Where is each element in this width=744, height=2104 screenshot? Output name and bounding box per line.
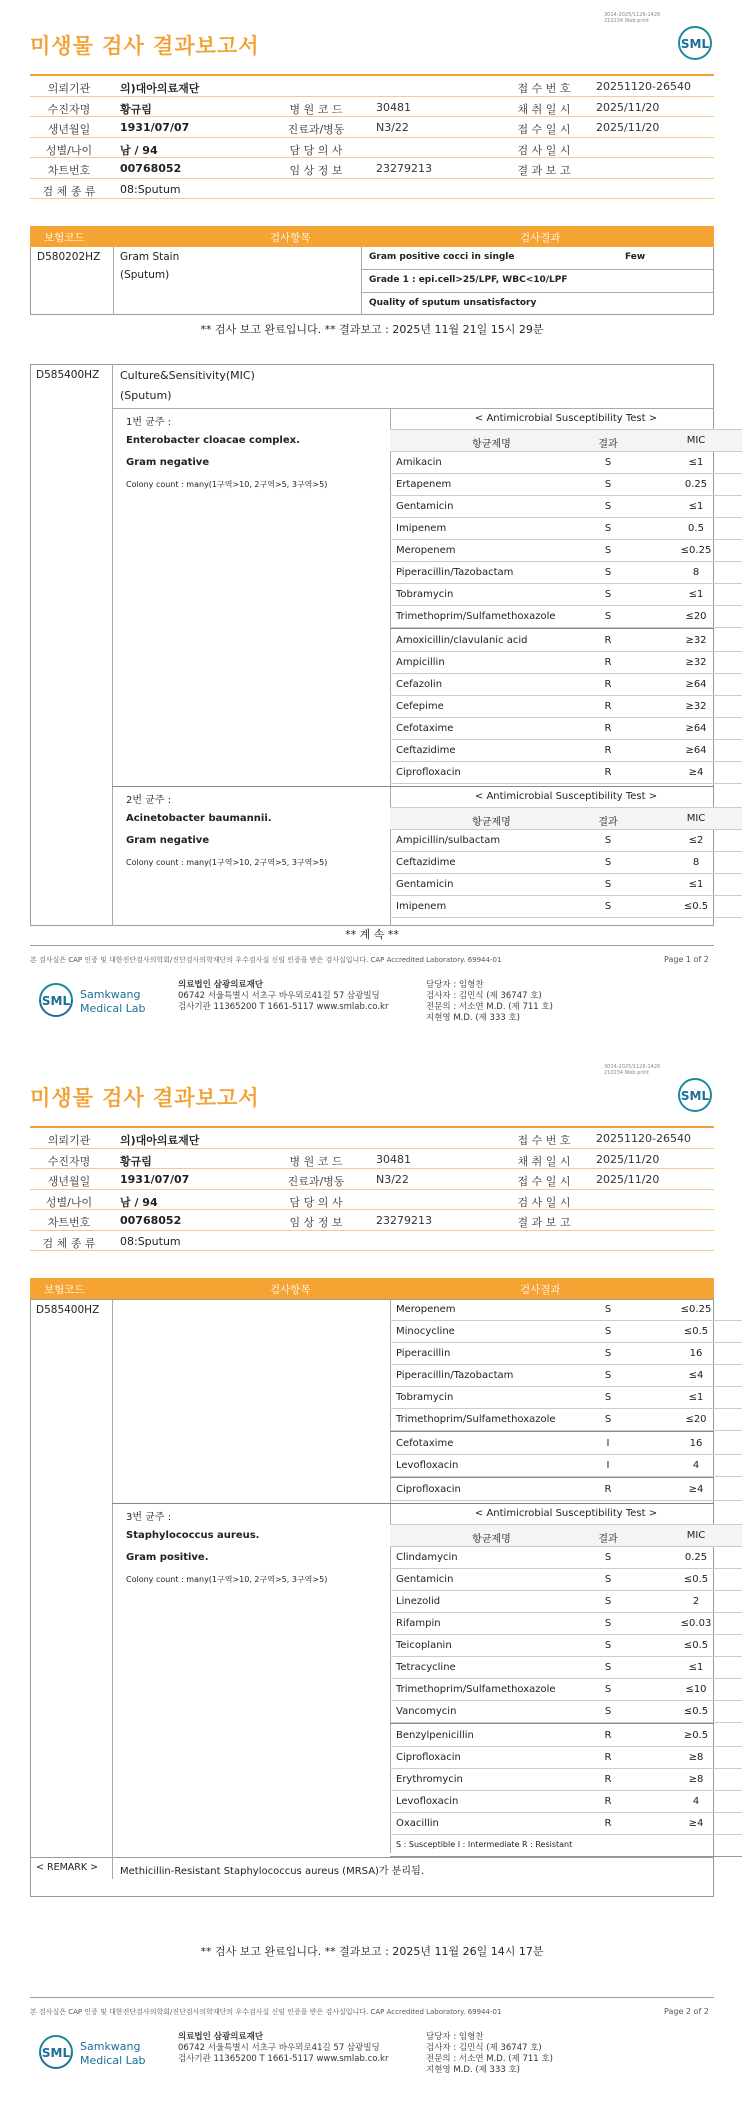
signatories: 담당자 : 임형찬 검사자 : 김민식 (제 36747 호) 전문의 : 서소연 M.D. (제 711 호) 지현영 M.D. (제 333 호) [426,2032,553,2075]
mic-value: ≥4 [688,767,704,778]
mic-value: ≤1 [688,457,704,468]
ast-row [390,1409,742,1431]
header-value: 00768052 [120,162,182,175]
organism-name: Enterobacter cloacae complex. [126,435,300,446]
mic-value: ≤1 [688,879,704,890]
ast-row [390,1547,742,1569]
ast-result: S [604,1326,612,1337]
mic-value: 8 [692,857,700,868]
header-value: 20251120-26540 [596,1132,691,1145]
ast-result: S [604,479,612,490]
ast-result: S [604,857,612,868]
antibiotic-name: Cefazolin [396,679,443,690]
mic-value: ≥8 [688,1774,704,1785]
culture-code: D585400HZ [36,369,100,381]
ast-result: R [604,1818,612,1829]
svg-text:Medical Lab: Medical Lab [80,1002,146,1015]
ast-row [390,452,742,474]
ast-row [390,518,742,540]
header-label: 검 사 일 시 [517,143,571,157]
culture-section-2-header [30,1278,714,1299]
ast-row [390,1813,742,1835]
ast-result: I [606,1438,610,1449]
continued-label: ** 계 속 ** [345,928,399,941]
mic-value: ≤20 [685,611,707,622]
header-label: 진료과/병동 [287,123,345,136]
header-value: N3/22 [376,1173,409,1186]
organism-number: 2번 균주 : [126,795,172,806]
antibiotic-name: Imipenem [396,901,447,912]
ast-column-header: 항균제명 결과 MIC [390,1525,742,1547]
header-value: N3/22 [376,121,409,134]
samkwang-logo-icon [36,980,146,1020]
antibiotic-name: Oxacillin [396,1818,439,1829]
svg-text:SML: SML [41,2046,71,2060]
header-value: 30481 [376,100,411,114]
mic-value: ≥4 [688,1818,704,1829]
antibiotic-name: Amoxicillin/clavulanic acid [396,635,528,646]
ast-row [390,630,742,652]
antibiotic-name: Gentamicin [396,1574,454,1585]
ast-result: S [604,1706,612,1717]
patient-header [30,74,714,199]
mic-value: ≥32 [685,657,707,668]
ast-result: R [604,1774,612,1785]
svg-text:SML: SML [41,994,71,1008]
ast-row [390,1769,742,1791]
ast-result: S [604,567,612,578]
sml-logo-icon [676,1076,714,1114]
ast-legend: S : Susceptible I : Intermediate R : Resistant [390,1835,742,1857]
header-value: 2025/11/20 [596,121,660,134]
ast-row [390,1613,742,1635]
header-value: 남 / 94 [120,143,158,157]
ast-result: R [604,723,612,734]
mic-value: 4 [692,1460,700,1471]
mic-value: ≥64 [685,745,707,756]
ast-row [390,540,742,562]
mic-value: ≤1 [688,589,704,600]
mic-value: ≤4 [688,1370,704,1381]
ast-result: S [604,879,612,890]
header-value: 1931/07/07 [120,1173,190,1186]
ast-row [390,584,742,606]
mic-value: ≤1 [688,1662,704,1673]
ast-row [390,852,742,874]
organism-number: 3번 균주 : [126,1512,172,1523]
ast-result: S [604,1552,612,1563]
mic-value: ≤1 [688,501,704,512]
header-row [30,1128,714,1149]
header-row [30,158,714,179]
header-label: 검 체 종 류 [42,1236,96,1250]
mic-value: 0.25 [684,479,708,490]
culture-code: D585400HZ [36,1304,100,1316]
antibiotic-name: Vancomycin [396,1706,457,1717]
cap-footnote: 본 검사실은 CAP 인증 및 대한진단검사의학회/진단검사의학재단의 우수검사실 신임 인증을 받은 검사실입니다. CAP Accredited Laboratory. 69944-01 [30,2008,502,2016]
antibiotic-name: Amikacin [396,457,442,468]
ast-row [390,1679,742,1701]
ast-row [390,1569,742,1591]
mic-value: 0.5 [688,523,704,534]
ast-row [390,1321,742,1343]
ast-row [390,1365,742,1387]
colony-count: Colony count : many(1구역>10, 2구역>5, 3구역>5) [126,480,328,489]
mic-value: 0.25 [684,1552,708,1563]
antibiotic-name: Rifampin [396,1618,441,1629]
antibiotic-name: Erythromycin [396,1774,463,1785]
ast-title-row: < Antimicrobial Susceptibility Test > [390,786,742,808]
mic-value: ≤0.5 [683,1574,709,1585]
organism-gram: Gram positive. [126,1552,209,1563]
header-row [30,97,714,118]
header-label: 진료과/병동 [287,1175,345,1188]
mic-value: 2 [692,1596,700,1607]
ast-result: S [604,1370,612,1381]
remark-text: Methicillin-Resistant Staphylococcus aureus (MRSA)가 분리됨. [120,1866,424,1877]
gram-specimen: (Sputum) [120,269,170,281]
ast-result: R [604,1752,612,1763]
header-label: 임 상 정 보 [289,1216,343,1229]
ast-row [390,496,742,518]
header-row [30,138,714,159]
header-label: 접 수 일 시 [517,123,571,136]
ast-row [390,1725,742,1747]
ast-result: S [604,545,612,556]
antibiotic-name: Benzylpenicillin [396,1730,474,1741]
header-label: 성별/나이 [45,1195,93,1209]
culture-specimen: (Sputum) [120,389,172,402]
header-label: 검 사 일 시 [517,1195,571,1209]
mic-value: ≤1 [688,1392,704,1403]
antibiotic-name: Gentamicin [396,501,454,512]
gram-result-3: Quality of sputum unsatisfactory [369,298,537,308]
ast-row [390,1343,742,1365]
header-label: 검 체 종 류 [42,184,96,198]
cap-footnote: 본 검사실은 CAP 인증 및 대한진단검사의학회/진단검사의학재단의 우수검사실 신임 인증을 받은 검사실입니다. CAP Accredited Laboratory. 69944-01 [30,956,502,964]
ast-row [390,1299,742,1321]
mic-value: ≤0.5 [683,1640,709,1651]
report-title: 미생물 검사 결과보고서 [30,34,260,58]
ast-row [390,762,742,784]
antibiotic-name: Ampicillin [396,657,445,668]
organism-number: 1번 균주 : [126,417,172,428]
ast-row [390,1387,742,1409]
ast-row [390,696,742,718]
header-label: 차트번호 [47,164,91,177]
colony-count: Colony count : many(1구역>10, 2구역>5, 3구역>5) [126,858,328,867]
header-label: 임 상 정 보 [289,164,343,177]
ast-column-header: 항균제명 결과 MIC [390,808,742,830]
header-value: 2025/11/20 [596,1152,660,1166]
mic-value: ≤0.5 [683,901,709,912]
header-label: 의뢰기관 [47,1134,91,1147]
print-meta: 3014-2025/1126-1426 210234 Web print [604,12,661,24]
header-label: 수진자명 [47,1154,91,1168]
ast-result: R [604,635,612,646]
patient-header [30,1126,714,1251]
ast-result: S [604,1348,612,1359]
mic-value: ≥32 [685,635,707,646]
antibiotic-name: Ciprofloxacin [396,767,461,778]
antibiotic-name: Meropenem [396,545,456,556]
header-value: 30481 [376,1152,411,1166]
lab-address: 의료법인 삼광의료재단 06742 서울특별시 서초구 바우뫼로41길 57 삼광빌딩 검사기관 11365200 T 1661-5117 www.smlab.co.kr [178,980,389,1012]
mic-value: ≤0.5 [683,1326,709,1337]
ast-result: S [604,835,612,846]
gram-code: D580202HZ [37,251,101,263]
gram-result-2: Grade 1 : epi.cell>25/LPF, WBC<10/LPF [369,275,568,285]
header-row [30,1210,714,1231]
mic-value: ≥64 [685,679,707,690]
header-value: 남 / 94 [120,1195,158,1209]
header-label: 성별/나이 [45,143,93,157]
header-value: 08:Sputum [120,1234,181,1248]
sml-logo-icon [676,24,714,62]
header-label: 담 당 의 사 [289,143,343,157]
mic-value: ≥8 [688,1752,704,1763]
svg-text:Samkwang: Samkwang [80,2040,141,2053]
report-complete-2: ** 검사 보고 완료입니다. ** 결과보고 : 2025년 11월 26일 14시 17분 [200,1945,544,1958]
remark-label: < REMARK > [36,1862,99,1873]
ast-row [390,606,742,628]
ast-result: S [604,901,612,912]
svg-text:SML: SML [680,1089,710,1103]
ast-result: R [604,701,612,712]
ast-result: S [604,589,612,600]
antibiotic-name: Gentamicin [396,879,454,890]
samkwang-logo-icon [36,2032,146,2072]
header-row [30,76,714,97]
svg-text:SML: SML [680,37,710,51]
ast-result: S [604,1392,612,1403]
report-title: 미생물 검사 결과보고서 [30,1086,260,1110]
header-value: 의)대아의료재단 [120,1134,200,1147]
header-label: 병 원 코 드 [289,1154,343,1168]
organism-gram: Gram negative [126,835,210,846]
antibiotic-name: Trimethoprim/Sulfamethoxazole [396,1414,556,1425]
header-row [30,1149,714,1170]
ast-result: R [604,767,612,778]
ast-row [390,1635,742,1657]
header-label: 담 당 의 사 [289,1195,343,1209]
header-label: 의뢰기관 [47,82,91,95]
antibiotic-name: Tobramycin [396,589,454,600]
ast-result: S [604,1596,612,1607]
gram-stain-section [30,226,714,315]
antibiotic-name: Trimethoprim/Sulfamethoxazole [396,1684,556,1695]
header-label: 접 수 번 호 [517,82,571,95]
svg-text:Medical Lab: Medical Lab [80,2054,146,2067]
page-number: Page 1 of 2 [664,955,709,964]
ast-result: R [604,1484,612,1495]
header-value: 황규림 [120,102,152,116]
antibiotic-name: Cefotaxime [396,723,454,734]
result-header-bar: 보험코드 검사항목 검사결과 [30,1278,714,1299]
mic-value: ≤0.03 [680,1618,712,1629]
ast-result: R [604,1730,612,1741]
header-value: 20251120-26540 [596,80,691,93]
ast-row [390,896,742,918]
antibiotic-name: Piperacillin/Tazobactam [396,567,514,578]
mic-value: ≤20 [685,1414,707,1425]
antibiotic-name: Tetracycline [396,1662,456,1673]
ast-row [390,718,742,740]
header-label: 결 과 보 고 [517,1216,571,1229]
organism-gram: Gram negative [126,457,210,468]
antibiotic-name: Meropenem [396,1304,456,1315]
header-label: 차트번호 [47,1216,91,1229]
ast-result: R [604,679,612,690]
gram-name: Gram Stain [120,251,180,263]
signatories: 담당자 : 임형찬 검사자 : 김민식 (제 36747 호) 전문의 : 서소연 M.D. (제 711 호) 지현영 M.D. (제 333 호) [426,980,553,1023]
ast-result: I [606,1460,610,1471]
mic-value: ≤0.5 [683,1706,709,1717]
header-value: 황규림 [120,1154,152,1168]
antibiotic-name: Ciprofloxacin [396,1752,461,1763]
antibiotic-name: Ceftazidime [396,857,456,868]
antibiotic-name: Piperacillin/Tazobactam [396,1370,514,1381]
header-label: 접 수 번 호 [517,1134,571,1147]
header-row [30,1169,714,1190]
header-label: 결 과 보 고 [517,164,571,177]
antibiotic-name: Piperacillin [396,1348,451,1359]
antibiotic-name: Tobramycin [396,1392,454,1403]
ast-title-row: < Antimicrobial Susceptibility Test > [390,408,742,430]
antibiotic-name: Ciprofloxacin [396,1484,461,1495]
mic-value: ≥4 [688,1484,704,1495]
header-label: 접 수 일 시 [517,1175,571,1188]
antibiotic-name: Linezolid [396,1596,441,1607]
header-row [30,1231,714,1252]
ast-result: S [604,1640,612,1651]
ast-row [390,1433,742,1455]
ast-row [390,1747,742,1769]
ast-result: S [604,523,612,534]
ast-result: S [604,1574,612,1585]
antibiotic-name: Levofloxacin [396,1796,459,1807]
header-label: 수진자명 [47,102,91,116]
lab-address: 의료법인 삼광의료재단 06742 서울특별시 서초구 바우뫼로41길 57 삼광빌딩 검사기관 11365200 T 1661-5117 www.smlab.co.kr [178,2032,389,2064]
header-value: 2025/11/20 [596,1173,660,1186]
ast-result: S [604,1684,612,1695]
header-label: 생년월일 [47,1175,91,1188]
mic-value: 8 [692,567,700,578]
ast-result: R [604,1796,612,1807]
ast-title-row: < Antimicrobial Susceptibility Test > [390,1503,742,1525]
header-value: 00768052 [120,1214,182,1227]
ast-row [390,1455,742,1477]
organism-name: Staphylococcus aureus. [126,1530,260,1541]
result-header-bar: 보험코드 검사항목 검사결과 [30,226,714,247]
header-label: 채 취 일 시 [517,102,571,116]
header-value: 08:Sputum [120,182,181,196]
antibiotic-name: Trimethoprim/Sulfamethoxazole [396,611,556,622]
ast-result: S [604,457,612,468]
mic-value: 4 [692,1796,700,1807]
colony-count: Colony count : many(1구역>10, 2구역>5, 3구역>5) [126,1575,328,1584]
ast-result: R [604,657,612,668]
antibiotic-name: Ceftazidime [396,745,456,756]
ast-result: S [604,1618,612,1629]
antibiotic-name: Ampicillin/sulbactam [396,835,501,846]
mic-value: ≤0.25 [680,545,712,556]
antibiotic-name: Minocycline [396,1326,455,1337]
header-row [30,179,714,200]
ast-row [390,874,742,896]
ast-result: S [604,501,612,512]
header-value: 2025/11/20 [596,100,660,114]
ast-result: S [604,1662,612,1673]
antibiotic-name: Clindamycin [396,1552,458,1563]
header-label: 채 취 일 시 [517,1154,571,1168]
report-page-2 [0,1052,744,2104]
ast-row [390,1479,742,1501]
mic-value: ≤0.25 [680,1304,712,1315]
antibiotic-name: Teicoplanin [396,1640,452,1651]
antibiotic-name: Cefepime [396,701,444,712]
ast-row [390,1657,742,1679]
header-label: 병 원 코 드 [289,102,343,116]
ast-row [390,674,742,696]
svg-text:Samkwang: Samkwang [80,988,141,1001]
print-meta: 3014-2025/1126-1426 210234 Web print [604,1064,661,1076]
antibiotic-name: Ertapenem [396,479,452,490]
gram-result-1-value: Few [625,252,646,262]
ast-result: S [604,1414,612,1425]
header-row [30,117,714,138]
ast-row [390,1791,742,1813]
mic-value: ≥64 [685,723,707,734]
gram-result-1: Gram positive cocci in single [369,252,515,262]
header-label: 생년월일 [47,123,91,136]
mic-value: 16 [689,1438,703,1449]
mic-value: ≤10 [685,1684,707,1695]
antibiotic-name: Imipenem [396,523,447,534]
ast-column-header: 항균제명 결과 MIC [390,430,742,452]
organism-name: Acinetobacter baumannii. [126,813,272,824]
mic-value: ≤2 [688,835,704,846]
ast-row [390,830,742,852]
page-number: Page 2 of 2 [664,2007,709,2016]
header-row [30,1190,714,1211]
ast-result: R [604,745,612,756]
header-value: 23279213 [376,162,432,175]
ast-row [390,1591,742,1613]
header-value: 23279213 [376,1214,432,1227]
mic-value: ≥32 [685,701,707,712]
ast-row [390,474,742,496]
ast-row [390,562,742,584]
ast-row [390,740,742,762]
report-complete-1: ** 검사 보고 완료입니다. ** 결과보고 : 2025년 11월 21일 15시 29분 [200,323,544,336]
mic-value: ≥0.5 [683,1730,709,1741]
ast-row [390,652,742,674]
ast-result: S [604,1304,612,1315]
ast-result: S [604,611,612,622]
culture-name: Culture&Sensitivity(MIC) [120,369,255,382]
mic-value: 16 [689,1348,703,1359]
header-value: 1931/07/07 [120,121,190,134]
header-value: 의)대아의료재단 [120,82,200,95]
ast-row [390,1701,742,1723]
antibiotic-name: Levofloxacin [396,1460,459,1471]
antibiotic-name: Cefotaxime [396,1438,454,1449]
